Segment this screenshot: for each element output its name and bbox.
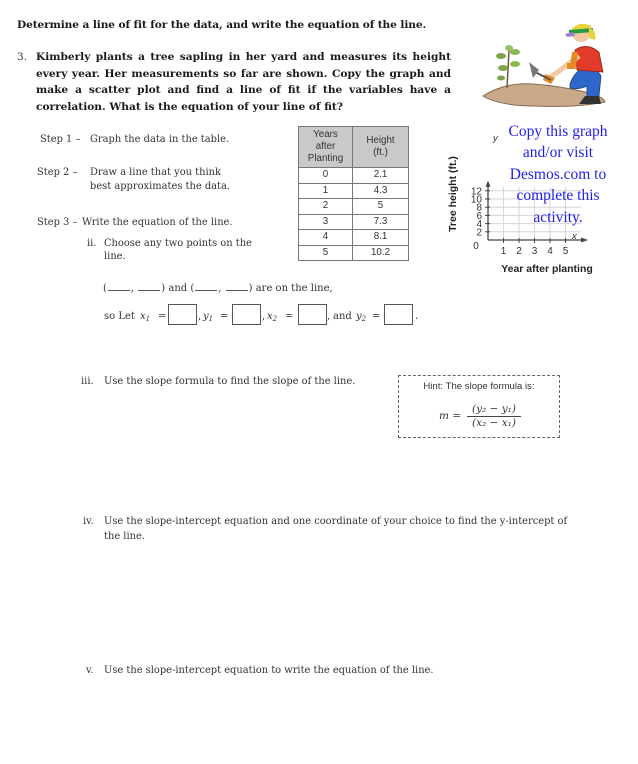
- substep-ii: [87, 237, 287, 265]
- step-2-text-line1: Draw a line that you think: [90, 167, 221, 178]
- table-row: [299, 245, 409, 261]
- formula-denominator: (x₂ − x₁): [472, 417, 516, 429]
- cell-year: 3: [299, 214, 353, 230]
- cell-height: 4.3: [353, 183, 409, 199]
- comma: ,: [198, 311, 202, 322]
- header-years-line2: after: [315, 141, 336, 152]
- x-tick-labels: [501, 246, 569, 257]
- equals: =: [158, 311, 167, 322]
- table-row: [299, 214, 409, 230]
- worksheet-heading: Determine a line of fit for the data, and write the equation of the line.: [17, 19, 427, 31]
- cell-year: 2: [299, 199, 353, 215]
- var-y2: $y_2$: [356, 311, 367, 323]
- note-line: Copy this graph: [508, 123, 608, 140]
- paren-and: ) and (: [161, 283, 195, 294]
- step-3-label: Step 3 –: [37, 217, 78, 228]
- cell-year: 5: [299, 245, 353, 261]
- blank-y2[interactable]: [226, 281, 248, 291]
- let-prefix: so Let: [104, 311, 135, 322]
- hint-title: Hint: The slope formula is:: [423, 381, 535, 392]
- desmos-note: [493, 121, 623, 228]
- blank-x1[interactable]: [108, 281, 130, 291]
- header-years-line1: Years: [313, 129, 338, 140]
- period: .: [415, 311, 419, 322]
- x-axis-arrow: [581, 238, 588, 243]
- formula-lhs: m =: [439, 410, 462, 422]
- cell-height: 8.1: [353, 230, 409, 246]
- substep-iv: [83, 515, 603, 543]
- data-table: [298, 126, 409, 261]
- note-line: complete this: [516, 187, 600, 205]
- substep-iv-line1: Use the slope-intercept equation and one coordinate of your choice to find the y-intercept of: [104, 516, 568, 527]
- substep-iii: [81, 375, 401, 389]
- problem-text: Kimberly plants a tree sapling in her yard and measures its height every year. Her measurements so far are shown. Copy the graph and make a scatter plot and find a line of fit if the variables have a correlation. What is the equation of your line of fit?: [36, 51, 451, 113]
- header-height-line2: (ft.): [373, 147, 388, 158]
- cell-height: 10.2: [353, 245, 409, 261]
- substep-iii-number: iii.: [81, 376, 94, 387]
- and-word: and: [333, 311, 352, 322]
- header-years: [299, 127, 353, 168]
- x-tick-label: 1: [500, 246, 507, 257]
- substep-v-text: Use the slope-intercept equation to write the equation of the line.: [104, 665, 434, 676]
- header-height: [353, 127, 409, 168]
- y-axis-letter: y: [493, 133, 498, 144]
- cell-year: 4: [299, 230, 353, 246]
- note-line: activity.: [533, 208, 583, 226]
- substep-iv-line2: the line.: [104, 531, 145, 542]
- var-x2: $x_2$: [267, 311, 278, 323]
- y-tick-labels: [471, 186, 483, 238]
- equals: =: [220, 311, 229, 322]
- step-1-label: Step 1 –: [40, 134, 81, 145]
- step-2-text-line2: best approximates the data.: [90, 181, 231, 192]
- equals: =: [285, 311, 294, 322]
- table-header-row: [299, 127, 409, 168]
- header-years-line3: Planting: [307, 153, 344, 164]
- substep-ii-line2: line.: [104, 251, 126, 262]
- step-2-label: Step 2 –: [37, 167, 78, 178]
- y-tick-label: 12: [470, 186, 482, 198]
- x-tick-label: 3: [531, 246, 538, 257]
- table-row: [299, 183, 409, 199]
- cell-year: 0: [299, 168, 353, 184]
- paren-end: ) are on the line,: [248, 283, 333, 294]
- x-tick-label: 5: [562, 246, 569, 257]
- blank-y1[interactable]: [138, 281, 160, 291]
- slope-hint-box: [398, 375, 560, 438]
- substep-iv-number: iv.: [83, 516, 94, 527]
- substep-v-number: v.: [86, 665, 94, 676]
- y-axis-arrow: [486, 181, 491, 187]
- step-3-text: Write the equation of the line.: [82, 217, 233, 228]
- x2-input-box[interactable]: [298, 304, 327, 325]
- y-tick-label: 6: [476, 210, 482, 222]
- formula-numerator: (y₂ − y₁): [467, 403, 521, 417]
- origin-label: 0: [473, 241, 479, 252]
- gardener-illustration: [475, 22, 620, 110]
- cell-height: 7.3: [353, 214, 409, 230]
- equals: =: [372, 311, 381, 322]
- y2-input-box[interactable]: [384, 304, 413, 325]
- note-line: Desmos.com to: [509, 165, 607, 183]
- x-tick-label: 4: [547, 246, 553, 257]
- comma: ,: [130, 283, 135, 294]
- sapling-icon: [496, 45, 520, 88]
- y-tick-label: 2: [476, 227, 482, 239]
- var-y1: $y_1$: [203, 311, 214, 323]
- comma: ,: [327, 311, 331, 322]
- table-row: [299, 230, 409, 246]
- header-height-line1: Height: [366, 135, 395, 146]
- cell-height: 2.1: [353, 168, 409, 184]
- substep-v: [86, 664, 486, 678]
- y-axis-label: Tree height (ft.): [447, 156, 459, 232]
- x-tick-label: 2: [516, 246, 522, 257]
- cell-year: 1: [299, 183, 353, 199]
- problem-number: 3.: [17, 51, 28, 63]
- substep-ii-line1: Choose any two points on the: [104, 238, 252, 249]
- substep-iii-text: Use the slope formula to find the slope of the line.: [104, 376, 356, 387]
- y1-input-box[interactable]: [232, 304, 261, 325]
- comma: ,: [218, 283, 222, 294]
- points-sentence: [103, 281, 333, 297]
- comma: ,: [262, 311, 266, 322]
- cell-height: 5: [353, 199, 409, 215]
- note-line: and/or visit: [522, 144, 594, 162]
- y-tick-label: 4: [476, 219, 482, 231]
- step-1-text: Graph the data in the table.: [90, 134, 230, 145]
- table-row: [299, 168, 409, 184]
- paren-open: (: [103, 283, 107, 294]
- x1-input-box[interactable]: [168, 304, 197, 325]
- y-tick-label: 8: [476, 202, 482, 214]
- step-2: [37, 166, 287, 194]
- let-sentence: [104, 309, 434, 331]
- y-tick-label: 10: [470, 194, 482, 206]
- x-axis-label: Year after planting: [501, 263, 593, 275]
- blank-x2[interactable]: [195, 281, 217, 291]
- x-axis-letter: x: [572, 231, 577, 242]
- step-1: [40, 133, 290, 147]
- step-3: [37, 216, 287, 230]
- var-x1: $x_1$: [140, 311, 151, 323]
- substep-ii-number: ii.: [87, 238, 97, 249]
- table-row: [299, 199, 409, 215]
